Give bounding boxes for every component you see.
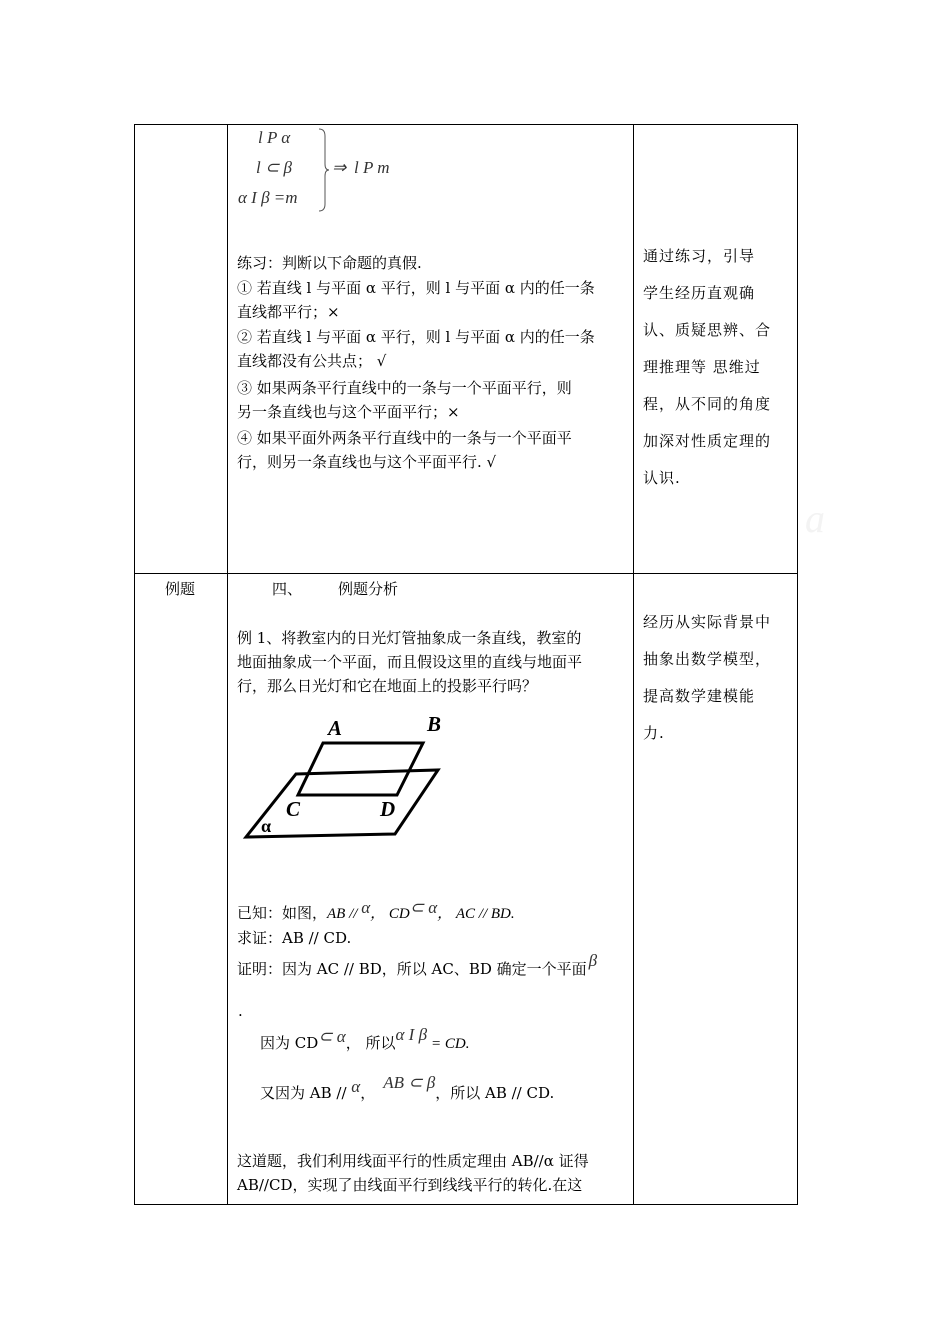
column-divider-1 (227, 125, 228, 1204)
practice-item-4: ④ 如果平面外两条平行直线中的一条与一个平面平 行，则另一条直线也与这个平面平行. √ (237, 429, 572, 471)
label-b: B (427, 712, 442, 736)
math-implies: ⇒ (332, 158, 347, 177)
planes-figure (236, 708, 456, 848)
brace-icon (318, 128, 330, 212)
heading-title: 例题分析 (338, 580, 399, 598)
practice-item-3: ③ 如果两条平行直线中的一条与一个平面平行，则 另一条直线也与这个平面平行；× (237, 379, 572, 421)
practice-title: 练习：判断以下命题的真假. (237, 254, 422, 272)
proof-line-1-end: . (238, 1002, 243, 1020)
practice-item-2: ② 若直线 l 与平面 α 平行，则 l 与平面 α 内的任一条 直线都没有公共点； √ (237, 328, 595, 370)
example-problem: 例 1、将教室内的日光灯管抽象成一条直线，教室的 地面抽象成一个平面，而且假设这里的直线与地面平 行，那么日光灯和它在地面上的投影平行吗？ (237, 629, 583, 695)
label-a: A (328, 716, 343, 740)
plane-alpha-shape (246, 770, 438, 837)
side-note-practice: 通过练习，引导 学生经历直观确 认、质疑思辨、合 理推理等 思维过 程，从不同的角度 加深对性质定理的 认识. (643, 247, 772, 487)
watermark-mark: a (805, 496, 825, 541)
row-label-example: 例题 (165, 580, 196, 598)
column-divider-2 (633, 125, 634, 1204)
side-note-example: 经历从实际背景中 抽象出数学模型， 提高数学建模能 力. (643, 613, 772, 742)
math-result: l P m (354, 158, 390, 177)
given-statement: 已知：如图，AB // α， CD⊂ α， AC // BD. (237, 898, 515, 922)
proof-line-2: 因为 CD⊂ α， 所以α I β = CD. (260, 1025, 470, 1052)
math-premise-2: l ⊂ β (256, 158, 292, 177)
label-c: C (286, 797, 301, 821)
proof-line-1: 证明：因为 AC // BD，所以 AC、BD 确定一个平面 β (237, 951, 598, 978)
row-divider (135, 573, 797, 574)
heading-number: 四、 (272, 580, 303, 598)
math-premise-1: l P α (258, 128, 291, 147)
summary-text: 这道题，我们利用线面平行的性质定理由 AB//α 证得 AB//CD，实现了由线面平行到线线平行的转化.在这 (237, 1152, 589, 1194)
proof-line-3: 又因为 AB // α，AB ⊂ β，所以 AB // CD. (260, 1073, 555, 1102)
practice-item-1: ① 若直线 l 与平面 α 平行，则 l 与平面 α 内的任一条 直线都平行；× (237, 279, 595, 321)
plane-ab-shape (298, 743, 423, 795)
label-alpha: α (261, 816, 272, 836)
math-premise-3: α I β =m (238, 188, 298, 207)
label-d: D (380, 797, 396, 821)
prove-statement: 求证：AB // CD. (237, 929, 352, 947)
